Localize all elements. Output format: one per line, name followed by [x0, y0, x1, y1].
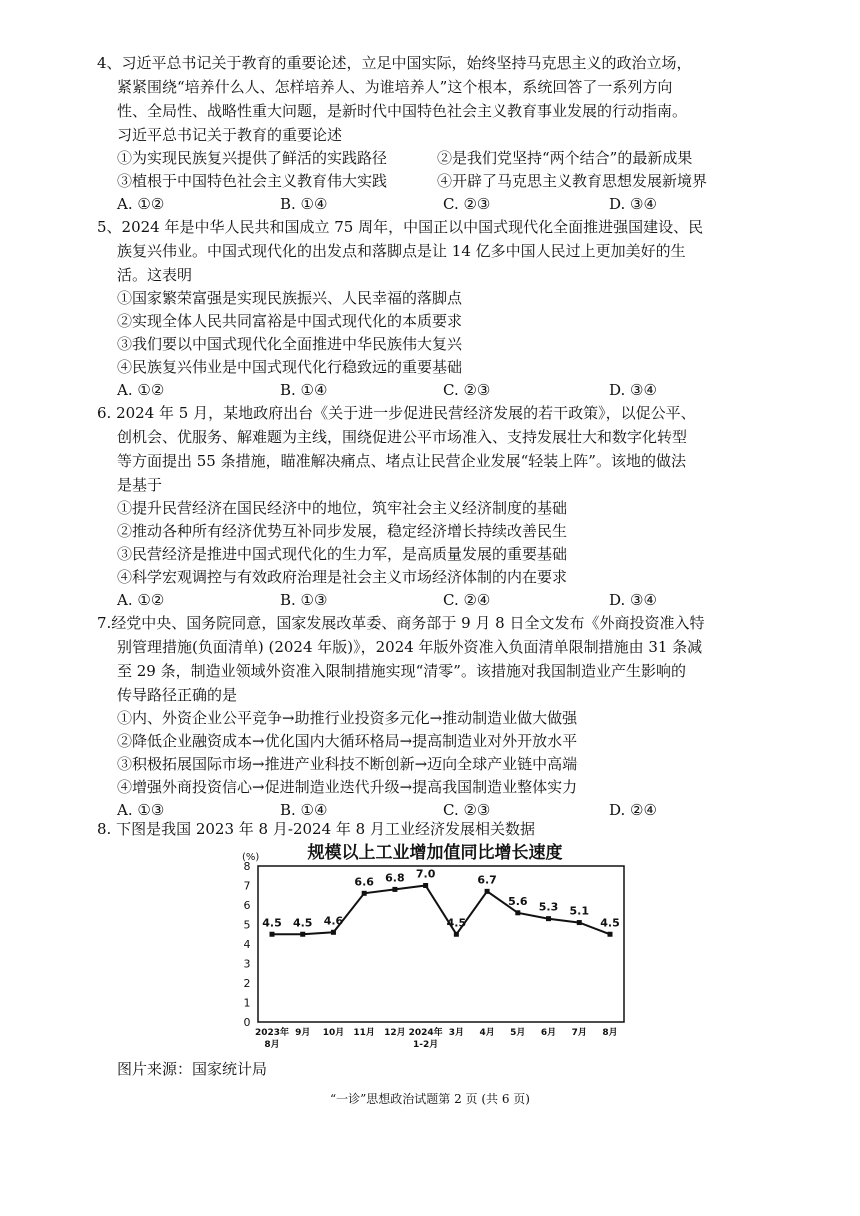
- q4-choice-a[interactable]: A. ①②: [117, 195, 165, 213]
- q5-option-1: ①国家繁荣富强是实现民族振兴、人民幸福的落脚点: [117, 289, 463, 307]
- q7-stem-line-4: 传导路径正确的是: [117, 686, 238, 704]
- q6-choices: [117, 589, 677, 611]
- data-label: 6.8: [385, 871, 405, 885]
- q5-choice-d[interactable]: D. ③④: [609, 381, 657, 399]
- q4-option-2: ②是我们党坚持“两个结合”的最新成果: [437, 149, 693, 167]
- q7-stem-line-3: 至 29 条，制造业领域外资准入限制措施实现“清零”。该措施对我国制造业产生影响的: [117, 662, 686, 680]
- data-label: 4.5: [446, 916, 467, 930]
- q6-stem-line-4: 是基于: [117, 476, 163, 494]
- data-label: 5.6: [508, 894, 528, 908]
- data-label: 4.5: [292, 916, 313, 930]
- q4-choice-c[interactable]: C. ②③: [443, 195, 491, 213]
- q5-option-2: ②实现全体人民共同富裕是中国式现代化的本质要求: [117, 312, 463, 330]
- data-point-marker: [392, 887, 397, 892]
- q7-option-1: ①内、外资企业公平竞争→助推行业投资多元化→推动制造业做大做强: [117, 709, 578, 727]
- q4-option-4: ④开辟了马克思主义教育思想发展新境界: [437, 172, 708, 190]
- q5-choice-a[interactable]: A. ①②: [117, 381, 165, 399]
- data-label: 7.0: [415, 867, 436, 881]
- y-tick-label: 3: [243, 957, 251, 971]
- q4-choice-d[interactable]: D. ③④: [609, 195, 657, 213]
- x-tick-label: 9月: [295, 1028, 311, 1038]
- q4-stem-line-4: 习近平总书记关于教育的重要论述: [117, 126, 343, 144]
- y-tick-label: 1: [243, 996, 251, 1010]
- data-label: 4.5: [262, 916, 282, 930]
- x-tick-label: 3月: [448, 1028, 464, 1038]
- y-tick-label: 6: [243, 899, 251, 912]
- q5-stem-line-1: 5、2024 年是中华人民共和国成立 75 周年，中国正以中国式现代化全面推进强国建设、民: [97, 218, 704, 236]
- q5-choice-b[interactable]: B. ①④: [280, 381, 328, 399]
- series-line: [272, 886, 610, 935]
- q6-option-2: ②推动各种所有经济优势互补同步发展，稳定经济增长持续改善民生: [117, 522, 568, 540]
- q6-stem-line-3: 等方面提出 55 条措施，瞄准解决痛点、堵点让民营企业发展“轻装上阵”。该地的做法: [117, 452, 686, 470]
- q7-stem-line-2: 别管理措施(负面清单) (2024 年版)》，2024 年版外资准入负面清单限制措施由 31 条减: [117, 638, 703, 656]
- x-tick-label: 11月: [353, 1028, 375, 1038]
- q5-choices: [117, 379, 677, 401]
- data-point-marker: [423, 883, 428, 888]
- q4-options-row-1: [117, 147, 757, 169]
- data-point-marker: [300, 932, 305, 937]
- y-tick-label: 5: [243, 918, 251, 932]
- data-label: 6.6: [354, 875, 374, 889]
- data-label: 5.1: [569, 904, 590, 918]
- q5-stem-line-3: 活。这表明: [117, 266, 193, 284]
- q6-option-4: ④科学宏观调控与有效政府治理是社会主义市场经济体制的内在要求: [117, 568, 568, 586]
- q4-choice-b[interactable]: B. ①④: [280, 195, 328, 213]
- q6-stem-line-1: 6. 2024 年 5 月，某地政府出台《关于进一步促进民营经济发展的若干政策》，以促公平、: [97, 404, 696, 422]
- q7-choice-b[interactable]: B. ①④: [280, 801, 328, 819]
- chart-title: 规模以上工业增加值同比增长速度: [307, 843, 563, 863]
- q6-choice-b[interactable]: B. ①③: [280, 591, 328, 609]
- q4-option-1: ①为实现民族复兴提供了鲜活的实践路径: [117, 149, 388, 167]
- q6-option-3: ③民营经济是推进中国式现代化的生力军，是高质量发展的重要基础: [117, 545, 568, 563]
- y-tick-label: 8: [243, 860, 251, 873]
- data-point-marker: [454, 932, 459, 937]
- x-tick-label: 8月: [602, 1028, 618, 1038]
- x-tick-label: 7月: [571, 1028, 587, 1038]
- x-tick-label: 12月: [384, 1028, 406, 1038]
- data-point-marker: [485, 889, 490, 894]
- data-point-marker: [362, 891, 367, 896]
- x-tick-label: 4月: [479, 1028, 495, 1038]
- q7-option-2: ②降低企业融资成本→优化国内大循环格局→提高制造业对外开放水平: [117, 732, 578, 750]
- x-tick-label: 2023年 8月: [254, 1028, 290, 1050]
- data-point-marker: [331, 930, 336, 935]
- q6-choice-d[interactable]: D. ③④: [609, 591, 657, 609]
- q7-choice-a[interactable]: A. ①③: [117, 801, 165, 819]
- q6-choice-a[interactable]: A. ①②: [117, 591, 165, 609]
- image-source: 图片来源：国家统计局: [117, 1060, 268, 1078]
- q5-option-3: ③我们要以中国式现代化全面推进中华民族伟大复兴: [117, 335, 463, 353]
- data-point-marker: [608, 932, 613, 937]
- data-point-marker: [577, 920, 582, 925]
- x-tick-label: 6月: [540, 1028, 557, 1038]
- x-axis-ticks: [255, 1026, 618, 1050]
- q4-options-row-2: [117, 170, 757, 192]
- growth-rate-chart: [230, 840, 630, 1060]
- q4-option-3: ③植根于中国特色社会主义教育伟大实践: [117, 172, 388, 190]
- y-tick-label: 2: [243, 977, 251, 990]
- page-footer: “一诊”思想政治试题第 2 页 (共 6 页): [330, 1092, 530, 1106]
- x-tick-label: 5月: [510, 1028, 526, 1038]
- q8-stem: 8. 下图是我国 2023 年 8 月-2024 年 8 月工业经济发展相关数据: [97, 820, 535, 838]
- q7-choice-c[interactable]: C. ②③: [443, 801, 491, 819]
- y-tick-label: 0: [243, 1016, 251, 1029]
- q5-stem-line-2: 族复兴伟业。中国式现代化的出发点和落脚点是让 14 亿多中国人民过上更加美好的生: [117, 242, 686, 260]
- data-label: 4.6: [323, 914, 344, 928]
- x-tick-label: 10月: [322, 1028, 345, 1038]
- q7-stem-line-1: 7.经党中央、国务院同意，国家发展改革委、商务部于 9 月 8 日全文发布《外商投资准入特: [97, 614, 705, 632]
- line-chart-svg: [230, 840, 630, 1060]
- x-tick-label: 2024年 1-2月: [408, 1028, 443, 1050]
- q6-option-1: ①提升民营经济在国民经济中的地位，筑牢社会主义经济制度的基础: [117, 499, 568, 517]
- q5-option-4: ④民族复兴伟业是中国式现代化行稳致远的重要基础: [117, 358, 463, 376]
- data-label: 5.3: [538, 900, 559, 914]
- q7-option-3: ③积极拓展国际市场→推进产业科技不断创新→迈向全球产业链中高端: [117, 755, 578, 773]
- q6-stem-line-2: 创机会、优服务、解难题为主线，围绕促进公平市场准入、支持发展壮大和数字化转型: [117, 428, 688, 446]
- y-tick-label: 7: [243, 879, 251, 893]
- q5-choice-c[interactable]: C. ②③: [443, 381, 491, 399]
- q4-choices: [117, 193, 677, 215]
- data-point-marker: [270, 932, 275, 937]
- data-point-marker: [546, 916, 551, 921]
- data-point-marker: [515, 910, 520, 915]
- q4-stem-line-2: 紧紧围绕“培养什么人、怎样培养人、为谁培养人”这个根本，系统回答了一系列方向: [117, 78, 673, 96]
- data-label: 4.5: [600, 916, 620, 930]
- q4-stem-line-1: 4、习近平总书记关于教育的重要论述，立足中国实际，始终坚持马克思主义的政治立场，: [97, 54, 692, 72]
- plot-frame: [258, 866, 624, 1022]
- y-axis-unit: (%): [242, 852, 260, 863]
- q4-stem-line-3: 性、全局性、战略性重大问题，是新时代中国特色社会主义教育事业发展的行动指南。: [117, 102, 688, 120]
- y-tick-label: 4: [243, 938, 251, 951]
- y-axis-ticks: [244, 860, 251, 1029]
- q6-choice-c[interactable]: C. ②④: [443, 591, 491, 609]
- data-label: 6.7: [477, 873, 497, 887]
- q7-choice-d[interactable]: D. ②④: [609, 801, 657, 819]
- q7-option-4: ④增强外商投资信心→促进制造业迭代升级→提高我国制造业整体实力: [117, 778, 578, 796]
